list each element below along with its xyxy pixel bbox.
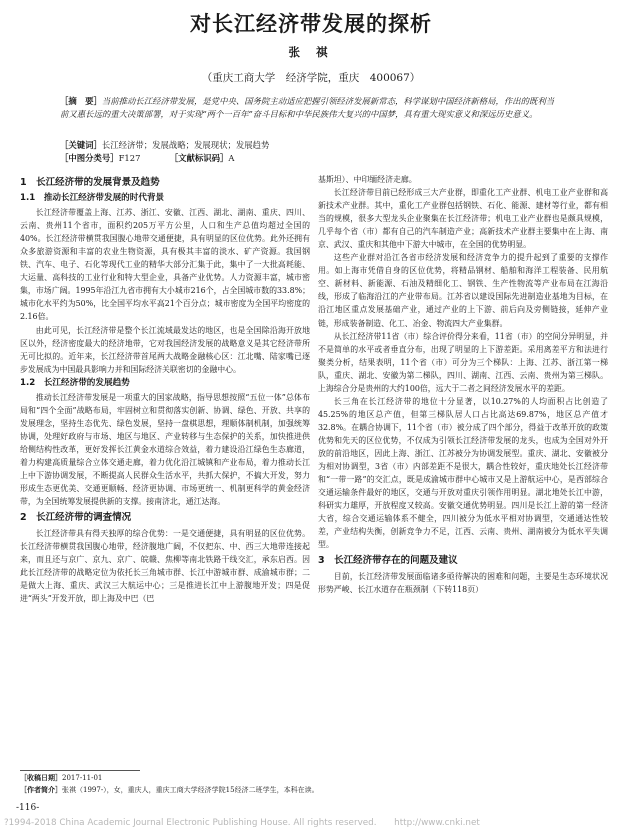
affiliation: （重庆工商大学 经济学院，重庆 400067） [201,72,421,84]
body-paragraph: 基斯坦）、中印缅经济走廊。 [318,175,417,184]
body-paragraph: 这些产业群对沿江各省市经济发展和经济竞争力的提升起到了重要的支撑作用。如上海市凭借自身的区位优势，将精品钢材、船舶和海洋工程装备、民用航空、新材料、新能源、石油及精细化工、钢铁、生产性物流等产业布局在江海沿线，形成了临海沿江的产业带布局。江苏省以建设国际先进制造业基地为目标，在沿江地区重点发展基础产业，通过产业的上下游、前后向及旁侧链接，延伸产业链，形成装备制造、化工、冶金、物流四大产业集群。 [318,253,608,328]
body-paragraph: 长三角在长江经济带的地位十分显著，以10.27%的人均面积占比创造了45.25%的地区总产值，但第三梯队居人口占比高达69.87%，地区总产值才32.8%。在耦合协调下，11个省（市）被分成了四个部分，得益于改革开放的政策优势和先天的区位优势，不仅成为引领长江经济带发展的龙头，也成为全国对外开放的前沿地区，因此上海、浙江、江苏被分为协调发展型。重庆、湖北、安徽被分为相对协调型，3省（市）内部差距不是很大，耦合性较好，重庆地处长江经济带和“一带一路”的交汇点，既是成渝城市群中心城市又是上游航运中心，是西部综合交通运输条件最好的地区，交通与开放对重庆引领作用明显。湖北地处长江中游，科研实力雄厚，开放程度又较高。安徽交通优势明显。四川是长江上游的第一经济大省，综合交通运输体系不健全，四川被分为低水平相对协调型，交通通达性较差，产业结构失衡，创新竞争力不足，江西、云南、贵州、湖南被分为低水平失调型。 [318,396,608,550]
subsection-heading: 1.1 推动长江经济带发展的时代背景 [20,193,165,204]
paper-title: 对长江经济带发展的探析 [190,12,432,36]
abstract-text: 当前推动长江经济带发展，是党中央、国务院主动适应把握引领经济发展新常态，科学谋划中国经济新格局，作出的既利当前又惠长远的重大决策部署，对于实现“两个一百年”奋斗目标和中华民族伟大复兴的中国梦，具有重大现实意义和深远历史意义。 [60,96,555,119]
doc-code-value: A [228,153,235,163]
body-paragraph: 长江经济带目前已经形成三大产业群，即重化工产业群、机电工业产业群和高新技术产业群。其中，重化工产业群包括钢铁、石化、能源、建材等行业，都有相当的规模，很多大型龙头企业聚集在长江经济带；机电工业产业群也是颇具规模，几乎每个省（市）都有自己的汽车制造产业；高新技术产业群主要集中在上海、南京、武汉、重庆和其他中下游大中城市，在全国的优势明显。 [318,188,608,250]
left-column [20,173,310,606]
keywords [60,139,562,151]
body-paragraph: 目前，长江经济带发展面临诸多亟待解决的困难和问题，主要是生态环境状况形势严峻、长江水道存在瓶颈制（下转118页） [318,572,608,595]
abstract-label: ［摘 要］ [60,96,102,106]
page-number: -116- [16,803,40,813]
received-label: ［收稿日期］ [20,774,62,782]
body-paragraph: 从长江经济带11省（市）综合评价得分来看，11省（市）的空间分异明显，并不是简单的水平或者垂直分布，出现了明显的上下游差距。采用离差平方和法进行聚类分析，结果表明，11个省（市）可分为三个梯队：上海、江苏、浙江第一梯队，重庆、湖北、安徽为第二梯队，四川、湖南、江西、云南、贵州为第三梯队。上海综合分是贵州的大约100倍，远大于二者之间经济发展水平的差距。 [318,331,608,393]
author-name: 张 祺 [288,45,334,59]
right-column [318,173,608,597]
classification [60,152,562,164]
subsection-heading: 1.2 长江经济带的发展趋势 [20,377,130,388]
received-date: 2017-11-01 [62,774,103,782]
author-bio-label: ［作者简介］ [20,786,62,794]
footnote-author [20,785,610,796]
clc-label: ［中图分类号］ [60,153,119,163]
footnote-divider [20,770,140,771]
author-bio: 张祺（1997-），女，重庆人，重庆工商大学经济学院15经济二班学生，本科在读。 [62,786,319,794]
section-heading: 1 长江经济带的发展背景及趋势 [20,177,160,188]
body-paragraph: 长江经济带覆盖上海、江苏、浙江、安徽、江西、湖北、湖南、重庆、四川、云南、贵州11个省市，面积约205万平方公里，人口和生产总值均超过全国的40%。长江经济带横贯我国腹心地带交通便捷，具有明显的区位优势。此外还拥有众多旅游资源和丰富的农业生物资源，具有极其丰富的淡水、矿产资源。我国钢铁、汽车、电子、石化等现代工业的精华大部分汇集于此，集中了一大批高耗能、大运量、高科技的工业行业和特大型企业，具备产业优势。人力资源丰富，城市密集，市场广阔。1995年沿江九省市拥有大小城市216个，占全国城市数的33.8%；城市化水平约为50%，比全国平均水平高21个百分点；城市密度为全国平均密度的2.16倍。 [20,208,310,322]
section-heading: 3 长江经济带存在的问题及建议 [318,555,458,567]
abstract [60,95,562,121]
section-heading: 2 长江经济带的调查情况 [20,512,132,524]
body-paragraph: 推动长江经济带发展是一项重大的国家战略，指导思想按照“五位一体”总体布局和“四个全面”战略布局，牢固树立和贯彻落实创新、协调、绿色、开放、共享的发展理念，坚持生态优先、绿色发展，坚持一盘棋思想，理顺体制机制，加强统筹协调，处理好政府与市场、地区与地区、产业转移与生态保护的关系，加快推进供给侧结构性改革，更好发挥长江黄金水道综合效益，着力建设沿江绿色生态廊道，着力构建高质量综合立体交通走廊，着力优化沿江城镇和产业布局，着力推动长江上中下游协调发展，不断提高人民群众生活水平，共抓大保护，不搞大开发，努力形成生态更优美、交通更顺畅、经济更协调、市场更统一、机制更科学的黄金经济带，为全国统筹发展提供新的支撑。接南济北，通江达海。 [20,392,310,507]
footnote-received [20,773,610,784]
copyright-line: ?1994-2018 China Academic Journal Electronic Publishing House. All rights reserved. http://www.cnki.net [4,818,480,828]
doc-code-label: ［文献标识码］ [173,153,229,163]
clc-value: F127 [118,153,141,163]
keywords-label: ［关键词］ [60,140,102,150]
keywords-text: 长江经济带；发展战略；发展现状；发展趋势 [101,140,270,150]
body-paragraph: 由此可见，长江经济带是整个长江流域最发达的地区，也是全国除沿海开放地区以外，经济密度最大的经济地带，它对我国经济发展的战略意义是其它经济带所无可比拟的。近年来，长江经济带首尾两大战略金融核心区：江北嘴、陆家嘴已逐步发展成为中国最具影响力并和国际经济关联密切的金融中心。 [20,325,310,374]
body-paragraph: 长江经济带具有得天独厚的综合优势：一是交通便捷，具有明显的区位优势。长江经济带横贯我国腹心地带，经济腹地广阔，不仅把东、中、西三大地带连接起来，而且还与京广、京九、京广、皖赣、焦柳等南北铁路干线交汇，承东启西。因此长江经济带的战略定位为依托长三角城市群、长江中游城市群、成渝城市群；二是做大上海、重庆、武汉三大航运中心；三是推进长江中上游腹地开发；四是促进“两头”开发开放，即上海及中巴（巴 [20,529,310,604]
